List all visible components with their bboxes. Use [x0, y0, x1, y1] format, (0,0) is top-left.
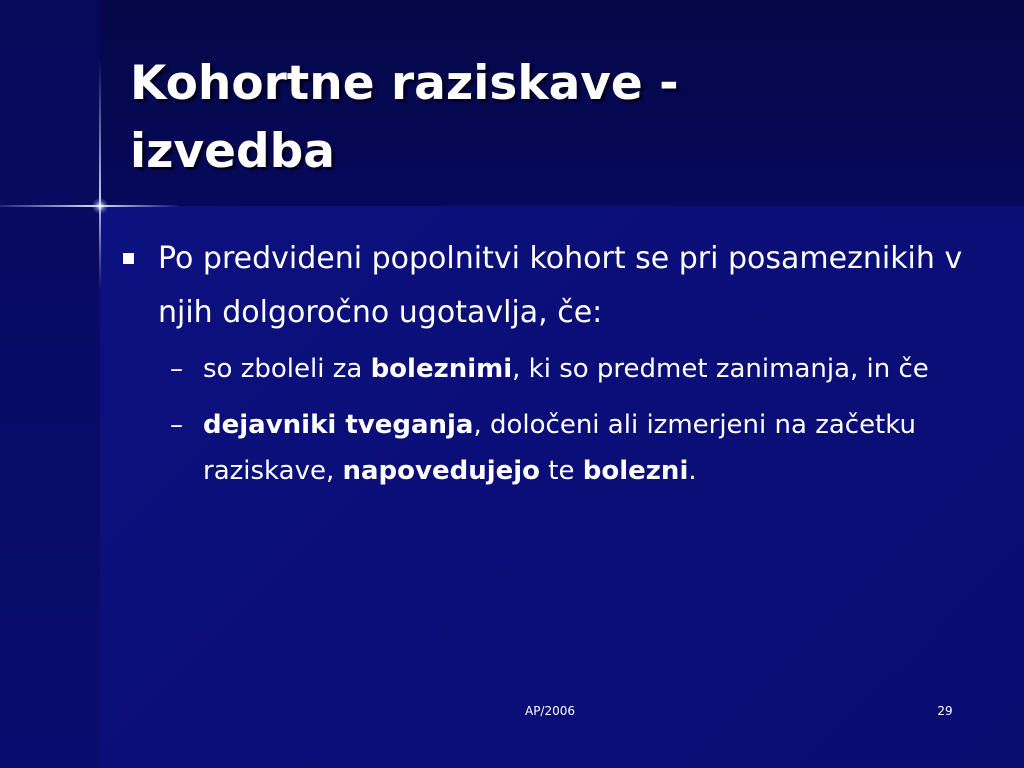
dash-marker: –	[170, 410, 183, 440]
left-band	[0, 0, 100, 768]
square-bullet-icon	[123, 253, 134, 264]
decorative-vertical-line	[99, 60, 101, 290]
sub-bullet-2: – dejavniki tveganja, določeni ali izmerjeni na začetku raziskave, napovedujejo te bolezni.	[120, 402, 1000, 494]
sub-bullet-1: – so zboleli za boleznimi, ki so predmet zanimanja, in če	[120, 346, 1000, 392]
title-line-1: Kohortne raziskave -	[130, 56, 679, 111]
slide-content	[120, 232, 1000, 494]
emphasis: bolezni	[582, 456, 689, 486]
title-line-2: izvedba	[130, 124, 335, 179]
bullet-text: Po predvideni popolnitvi kohort se pri posameznikih v njih dolgoročno ugotavlja, če:	[158, 241, 963, 330]
emphasis: dejavniki tveganja	[203, 410, 474, 440]
bullet-item	[120, 232, 1000, 340]
page-number: 29	[937, 704, 953, 718]
footer-label: AP/2006	[524, 704, 576, 718]
emphasis: napovedujejo	[342, 456, 541, 486]
emphasis: boleznimi	[370, 354, 513, 384]
decorative-horizontal-line	[0, 205, 180, 207]
star-glow-icon	[92, 198, 108, 214]
slide-title	[130, 50, 990, 186]
dash-marker: –	[170, 354, 183, 384]
